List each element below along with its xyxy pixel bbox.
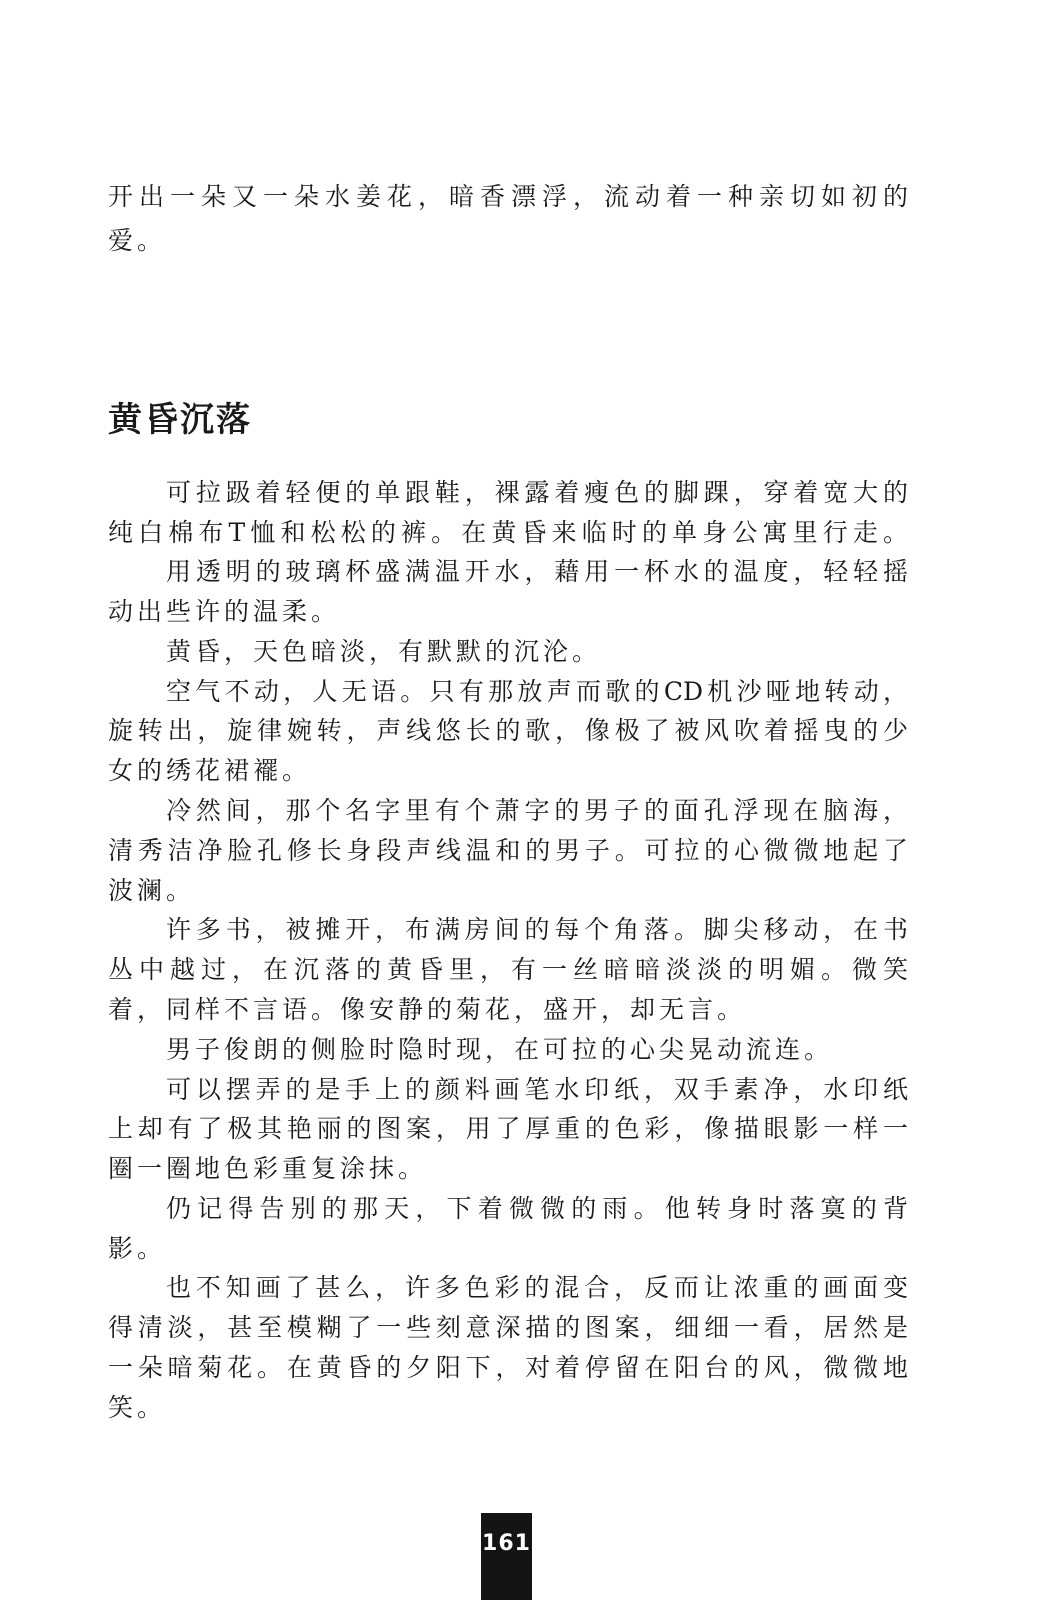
body-line: 得清淡，甚至模糊了一些刻意深描的图案，细细一看，居然是 — [108, 1313, 908, 1342]
body-line: 旋转出，旋律婉转，声线悠长的歌，像极了被风吹着摇曳的少 — [108, 716, 908, 745]
body-line: 可拉趿着轻便的单跟鞋，裸露着瘦色的脚踝，穿着宽大的 — [166, 478, 908, 507]
body-line: 着，同样不言语。像安静的菊花，盛开，却无言。 — [108, 995, 747, 1024]
body-line: 男子俊朗的侧脸时隐时现，在可拉的心尖晃动流连。 — [166, 1035, 834, 1064]
body-line: 冷然间，那个名字里有个萧字的男子的面孔浮现在脑海， — [166, 796, 908, 825]
body-line: 影。 — [108, 1234, 167, 1263]
body-line: 许多书，被摊开，布满房间的每个角落。脚尖移动，在书 — [166, 915, 908, 944]
body-line: 波澜。 — [108, 876, 196, 905]
body-line: 空气不动，人无语。只有那放声而歌的CD机沙哑地转动， — [166, 677, 908, 706]
page-number: 161 — [482, 1531, 531, 1556]
body-line: 也不知画了甚么，许多色彩的混合，反而让浓重的画面变 — [166, 1273, 908, 1302]
body-line: 圈一圈地色彩重复涂抹。 — [108, 1154, 428, 1183]
body-line: 可以摆弄的是手上的颜料画笔水印纸，双手素净，水印纸 — [166, 1075, 908, 1104]
body-line: 用透明的玻璃杯盛满温开水，藉用一杯水的温度，轻轻摇 — [166, 557, 908, 586]
body-line: 黄昏，天色暗淡，有默默的沉沦。 — [166, 637, 602, 666]
body-line: 上却有了极其艳丽的图案，用了厚重的色彩，像描眼影一样一 — [108, 1114, 908, 1143]
body-line: 动出些许的温柔。 — [108, 597, 341, 626]
body-line: 仍记得告别的那天，下着微微的雨。他转身时落寞的背 — [166, 1194, 908, 1223]
body-line: 纯白棉布T恤和松松的裤。在黄昏来临时的单身公寓里行走。 — [108, 518, 908, 547]
body-line: 清秀洁净脸孔修长身段声线温和的男子。可拉的心微微地起了 — [108, 836, 908, 865]
body-line: 一朵暗菊花。在黄昏的夕阳下，对着停留在阳台的风，微微地 — [108, 1353, 908, 1382]
body-line: 丛中越过，在沉落的黄昏里，有一丝暗暗淡淡的明媚。微笑 — [108, 955, 908, 984]
body-line: 女的绣花裙襬。 — [108, 756, 312, 785]
top-paragraph-line: 爱。 — [108, 226, 167, 255]
section-title: 黄昏沉落 — [108, 400, 252, 440]
body-line: 笑。 — [108, 1393, 167, 1422]
top-paragraph-line: 开出一朵又一朵水姜花，暗香漂浮，流动着一种亲切如初的 — [108, 182, 908, 211]
page-number-tab — [481, 1513, 532, 1600]
